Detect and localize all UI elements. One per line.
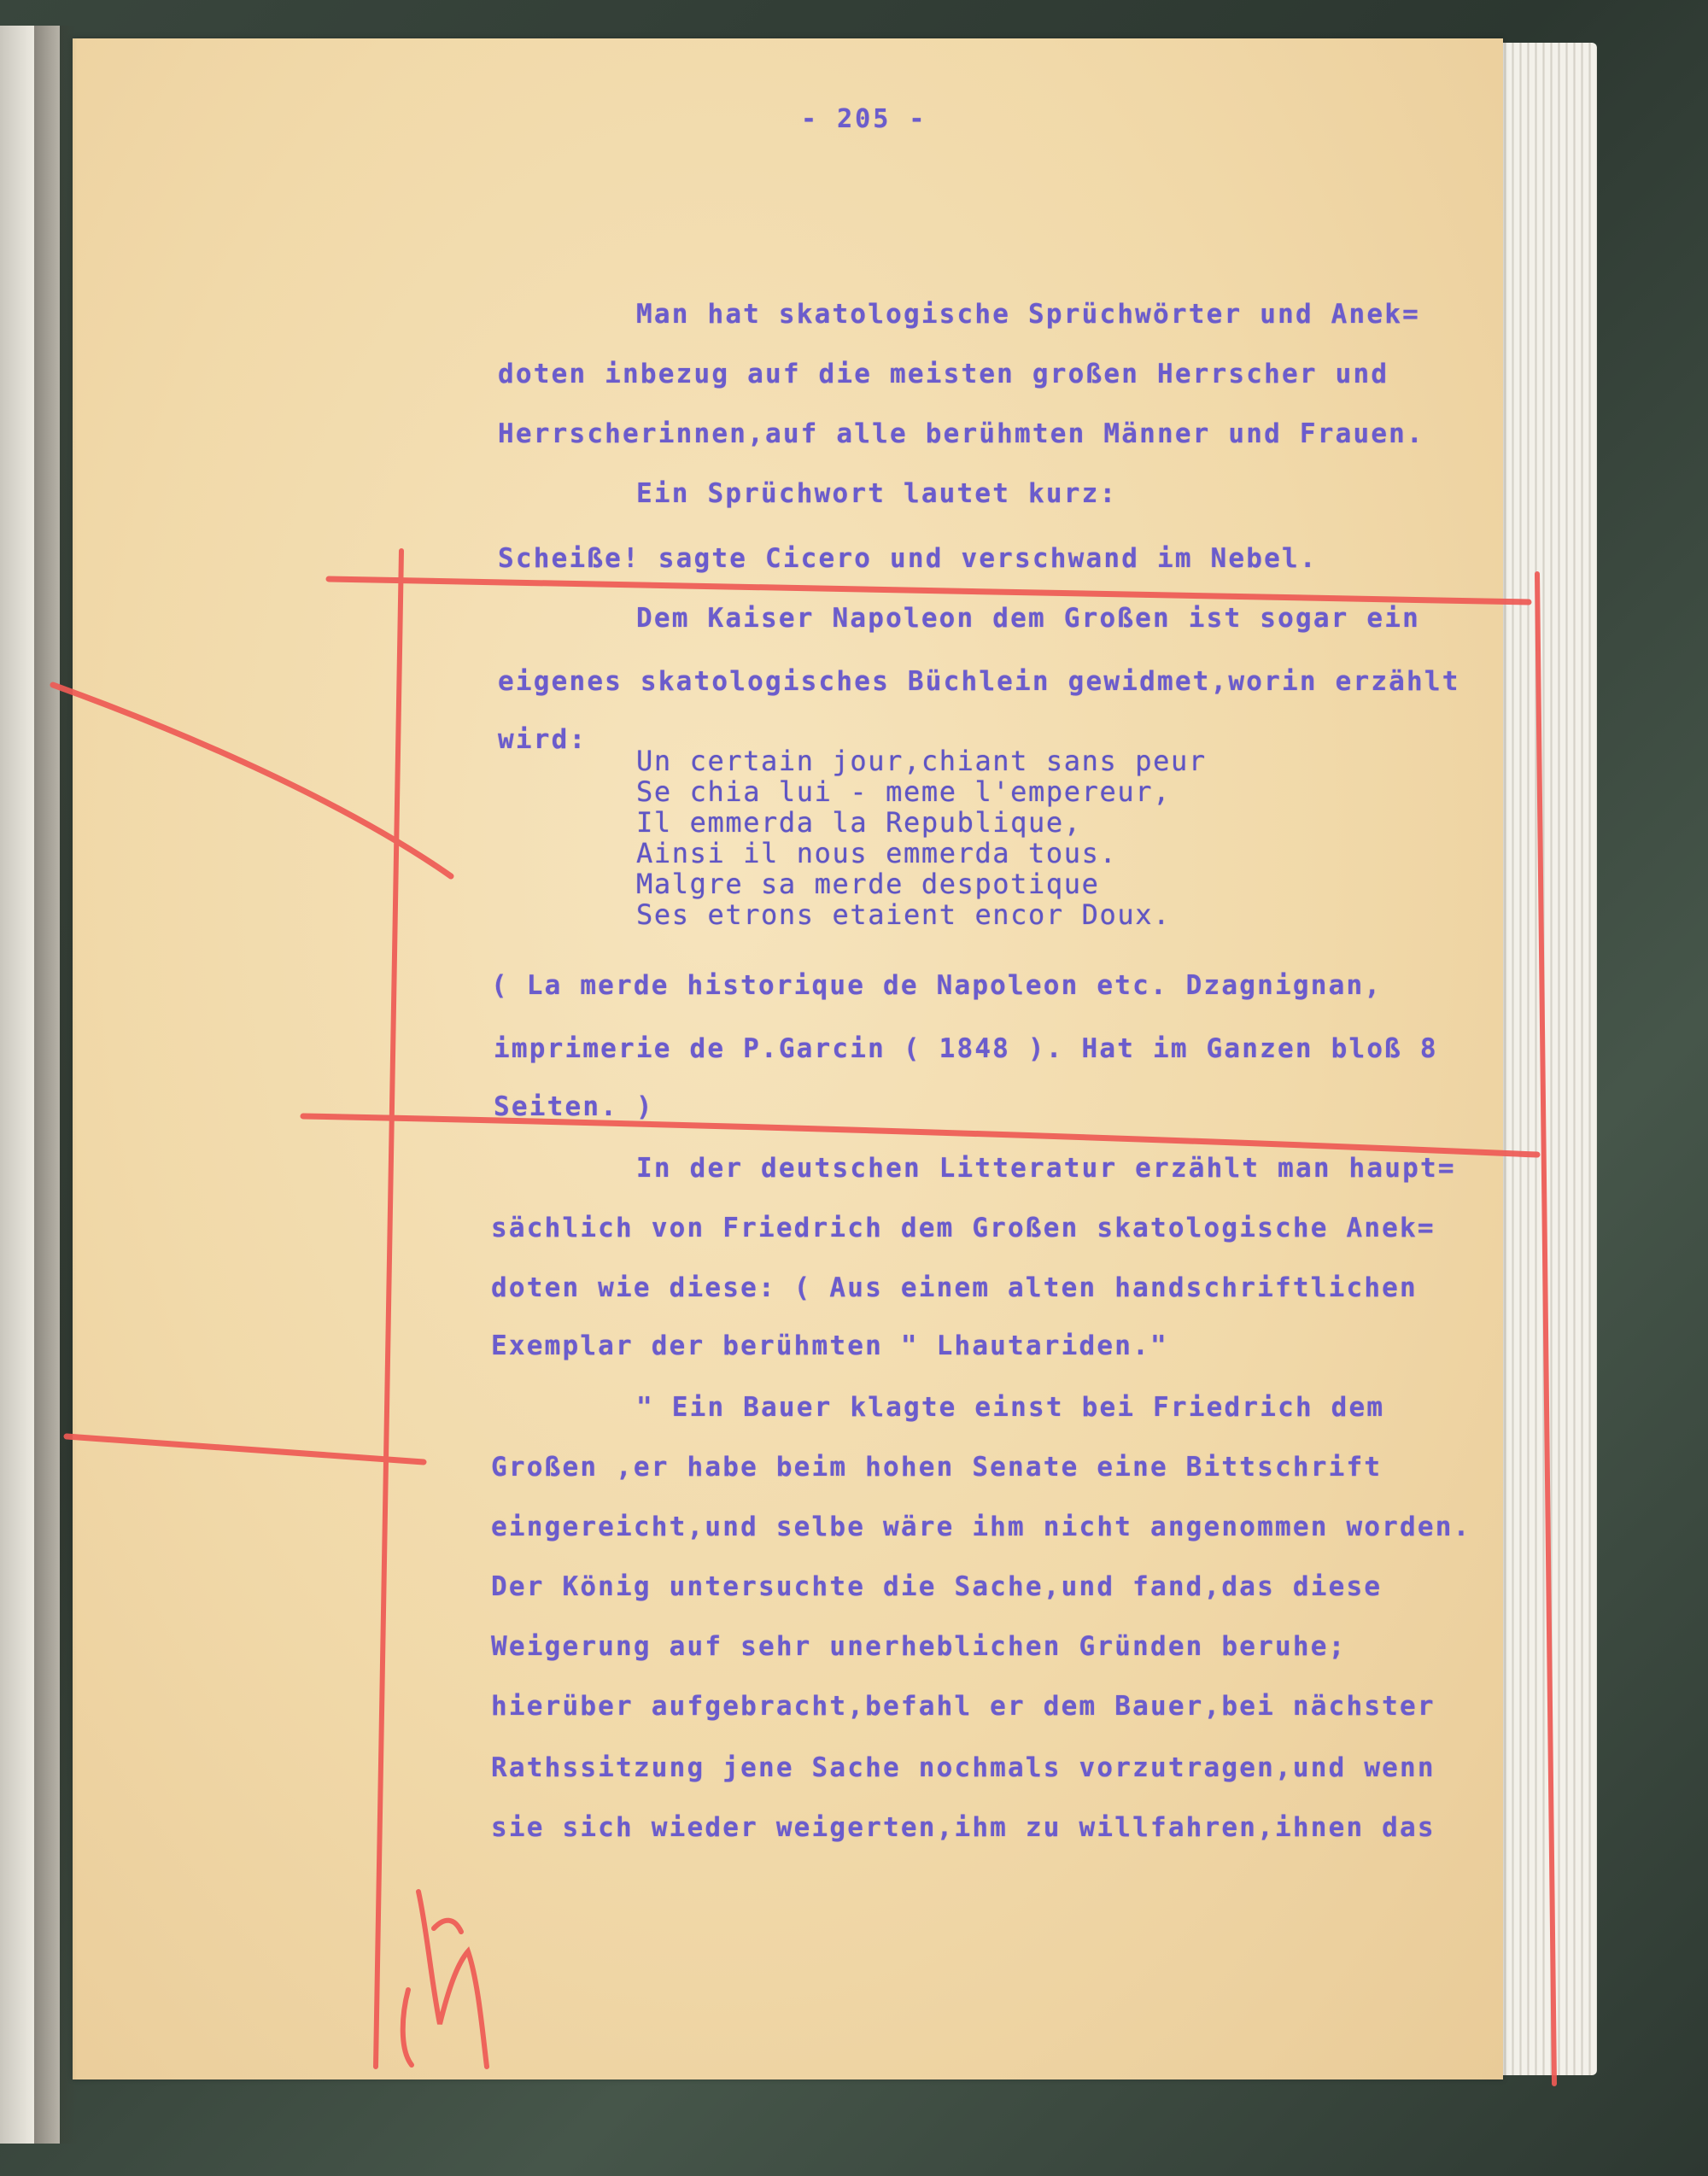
text-line: Man hat skatologische Sprüchwörter und Anek= [636, 299, 1420, 330]
page-stack-edges [1499, 43, 1597, 2075]
poem-line: Malgre sa merde despotique [636, 868, 1100, 900]
text-line: Weigerung auf sehr unerheblichen Gründen beruhe; [491, 1631, 1347, 1662]
text-line: Scheiße! sagte Cicero und verschwand im Nebel. [498, 543, 1318, 574]
poem-line: Un certain jour,chiant sans peur [636, 745, 1207, 777]
text-line: Ein Sprüchwort lautet kurz: [636, 478, 1118, 509]
poem-line: Il emmerda la Republique, [636, 806, 1082, 839]
poem-line: Ainsi il nous emmerda tous. [636, 837, 1118, 869]
text-line: In der deutschen Litteratur erzählt man haupt= [636, 1153, 1456, 1184]
page-number: - 205 - [801, 104, 927, 134]
text-line: sie sich wieder weigerten,ihm zu willfahren,ihnen das [491, 1812, 1436, 1843]
citation-line: imprimerie de P.Garcin ( 1848 ). Hat im Ganzen bloß 8 [494, 1033, 1438, 1064]
text-line: Herrscherinnen,auf alle berühmten Männer und Frauen. [498, 418, 1424, 449]
text-line: Dem Kaiser Napoleon dem Großen ist sogar ein [636, 603, 1420, 634]
text-line: doten inbezug auf die meisten großen Herrscher und [498, 359, 1389, 389]
citation-line: ( La merde historique de Napoleon etc. Dzagnignan, [491, 970, 1383, 1001]
poem-line: Se chia lui - meme l'empereur, [636, 775, 1171, 808]
french-poem [636, 746, 1207, 930]
text-line: hierüber aufgebracht,befahl er dem Bauer,bei nächster [491, 1691, 1436, 1722]
text-line: Exemplar der berühmten " Lhautariden." [491, 1331, 1168, 1361]
text-line: doten wie diese: ( Aus einem alten handschriftlichen [491, 1272, 1418, 1303]
text-line: sächlich von Friedrich dem Großen skatologische Anek= [491, 1213, 1436, 1243]
text-line: Großen ,er habe beim hohen Senate eine Bittschrift [491, 1452, 1383, 1483]
text-line: " Ein Bauer klagte einst bei Friedrich dem [636, 1392, 1385, 1423]
text-line: Der König untersuchte die Sache,und fand,das diese [491, 1571, 1383, 1602]
citation-line: Seiten. ) [494, 1091, 654, 1122]
text-line: eigenes skatologisches Büchlein gewidmet,worin erzählt [498, 666, 1460, 697]
text-line: eingereicht,und selbe wäre ihm nicht angenommen worden. [491, 1512, 1471, 1542]
text-line: wird: [498, 724, 588, 755]
text-line: Rathssitzung jene Sache nochmals vorzutragen,und wenn [491, 1752, 1436, 1783]
book-gutter [34, 26, 77, 2144]
poem-line: Ses etrons etaient encor Doux. [636, 898, 1171, 931]
